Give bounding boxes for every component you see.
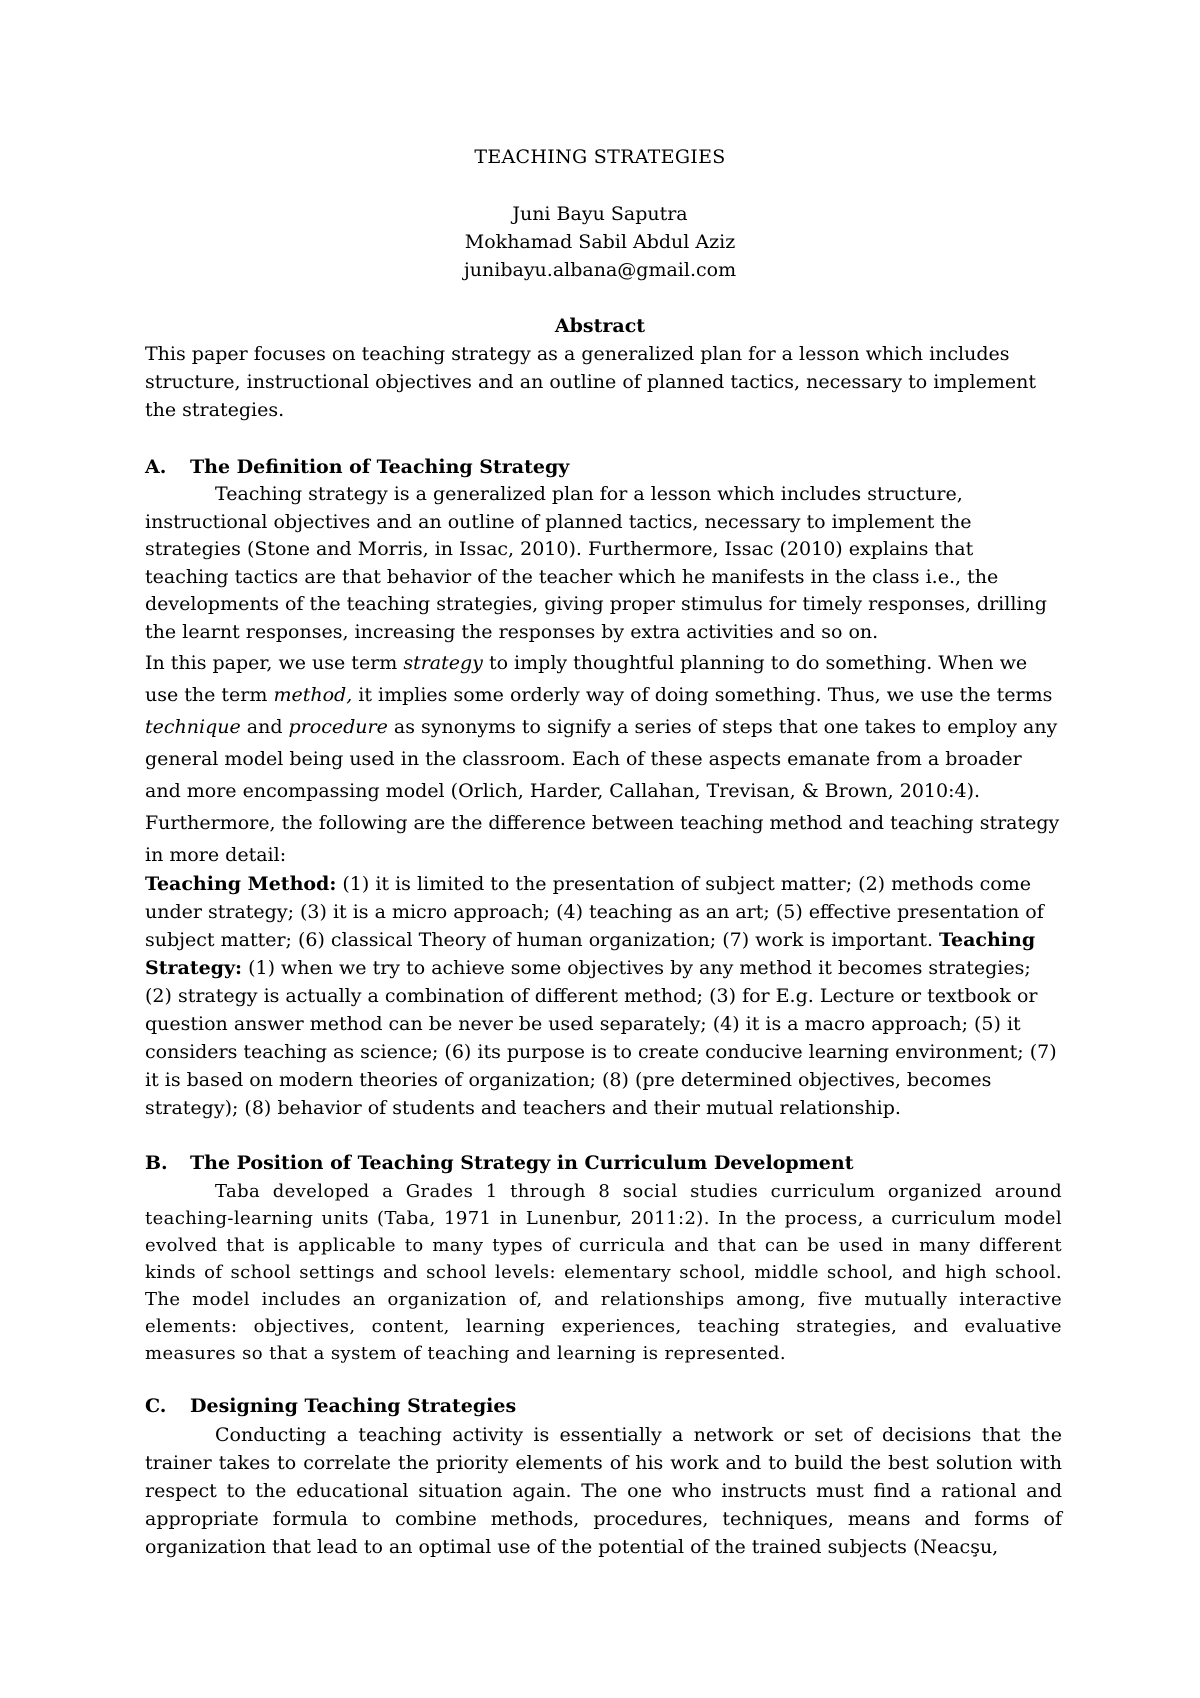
- italic-term: strategy: [403, 652, 483, 674]
- italic-term: procedure: [288, 716, 388, 738]
- section-a-paragraph-3: [145, 870, 1062, 1122]
- section-title: The Position of Teaching Strategy in Curriculum Development: [190, 1152, 854, 1174]
- paragraph-text: Teaching strategy is a generalized plan for a lesson which includes structure, instructional objectives and an outline of planned tactics, necessary to implement the strategies (Stone and Morris, in Issac, 2010). Furthermore, Issac (2010) explains that teaching tactics are that behavior of the teacher which he manifests in the class i.e., the developments of the teaching strategies, giving proper stimulus for timely responses, drilling the learnt responses, increasing the responses by extra activities and so on.: [145, 483, 1047, 643]
- section-a-paragraph-2: [145, 647, 1062, 871]
- author-name: Juni Bayu Saputra: [512, 203, 688, 225]
- section-c-paragraph: [145, 1421, 1062, 1561]
- paragraph-text: to imply thoughtful planning to do something. When we use the term: [145, 652, 1028, 706]
- bold-label: Teaching Method:: [145, 873, 337, 895]
- section-a-heading: [145, 456, 569, 478]
- paragraph-text: as synonyms to signify a series of steps that one takes to employ any general model being used in the classroom. Each of these aspects emanate from a broader and more encompassing model (Orlich, Harder, Callahan, Trevisan, & Brown, 2010:4). Furthermore, the following are the difference between teaching method and teaching strategy in more detail:: [145, 716, 1060, 866]
- section-letter: B.: [145, 1152, 168, 1174]
- section-title: Designing Teaching Strategies: [190, 1395, 517, 1417]
- section-title: The Definition of Teaching Strategy: [190, 456, 570, 478]
- abstract-text: This paper focuses on teaching strategy as a generalized plan for a lesson which includes structure, instructional objectives and an outline of planned tactics, necessary to implement the strategies.: [145, 343, 1036, 421]
- section-letter: C.: [145, 1395, 167, 1417]
- bold-label: Teaching Strategy:: [145, 929, 1036, 979]
- paragraph-text: and: [240, 716, 289, 738]
- paragraph-text: In this paper, we use term: [145, 652, 404, 674]
- abstract-heading: Abstract: [554, 315, 646, 337]
- paragraph-text: Conducting a teaching activity is essentially a network or set of decisions that the trainer takes to correlate the priority elements of his work and to build the best solution with respect to the educational situation again. The one who instructs must find a rational and appropriate formula to combine methods, procedures, techniques, means and forms of organization that lead to an optimal use of the potential of the trained subjects (Neacşu,: [145, 1424, 1062, 1558]
- section-b-heading: [145, 1152, 853, 1174]
- paper-title: TEACHING STRATEGIES: [474, 146, 726, 168]
- section-a-paragraph-1: [145, 481, 1062, 646]
- section-c-heading: [145, 1395, 516, 1417]
- paragraph-text: (1) it is limited to the presentation of subject matter; (2) methods come under strategy; (3) it is a micro approach; (4) teaching as an art; (5) effective presentation of subject matter; (6) classical Theory of human organization; (7) work is important.: [145, 873, 1044, 951]
- paragraph-text: it implies some orderly way of doing something. Thus, we use the terms: [352, 684, 1053, 706]
- section-b-paragraph: [145, 1178, 1062, 1367]
- paragraph-text: (1) when we try to achieve some objectives by any method it becomes strategies; (2) strategy is actually a combination of different method; (3) for E.g. Lecture or textbook or question answer method can be never be used separately; (4) it is a macro approach; (5) it considers teaching as science; (6) its purpose is to create conducive learning environment; (7) it is based on modern theories of organization; (8) (pre determined objectives, becomes strategy); (8) behavior of students and teachers and their mutual relationship.: [145, 957, 1057, 1119]
- paragraph-text: Taba developed a Grades 1 through 8 social studies curriculum organized around teaching-learning units (Taba, 1971 in Lunenbur, 2011:2). In the process, a curriculum model evolved that is applicable to many types of curricula and that can be used in many different kinds of school settings and school levels: elementary school, middle school, and high school. The model includes an organization of, and relationships among, five mutually interactive elements: objectives, content, learning experiences, teaching strategies, and evaluative measures so that a system of teaching and learning is represented.: [145, 1181, 1062, 1364]
- author-name: Mokhamad Sabil Abdul Aziz: [464, 231, 736, 253]
- section-letter: A.: [145, 456, 167, 478]
- italic-term: technique: [145, 716, 241, 738]
- italic-term: method,: [273, 684, 353, 706]
- author-email: junibayu.albana@gmail.com: [463, 259, 737, 281]
